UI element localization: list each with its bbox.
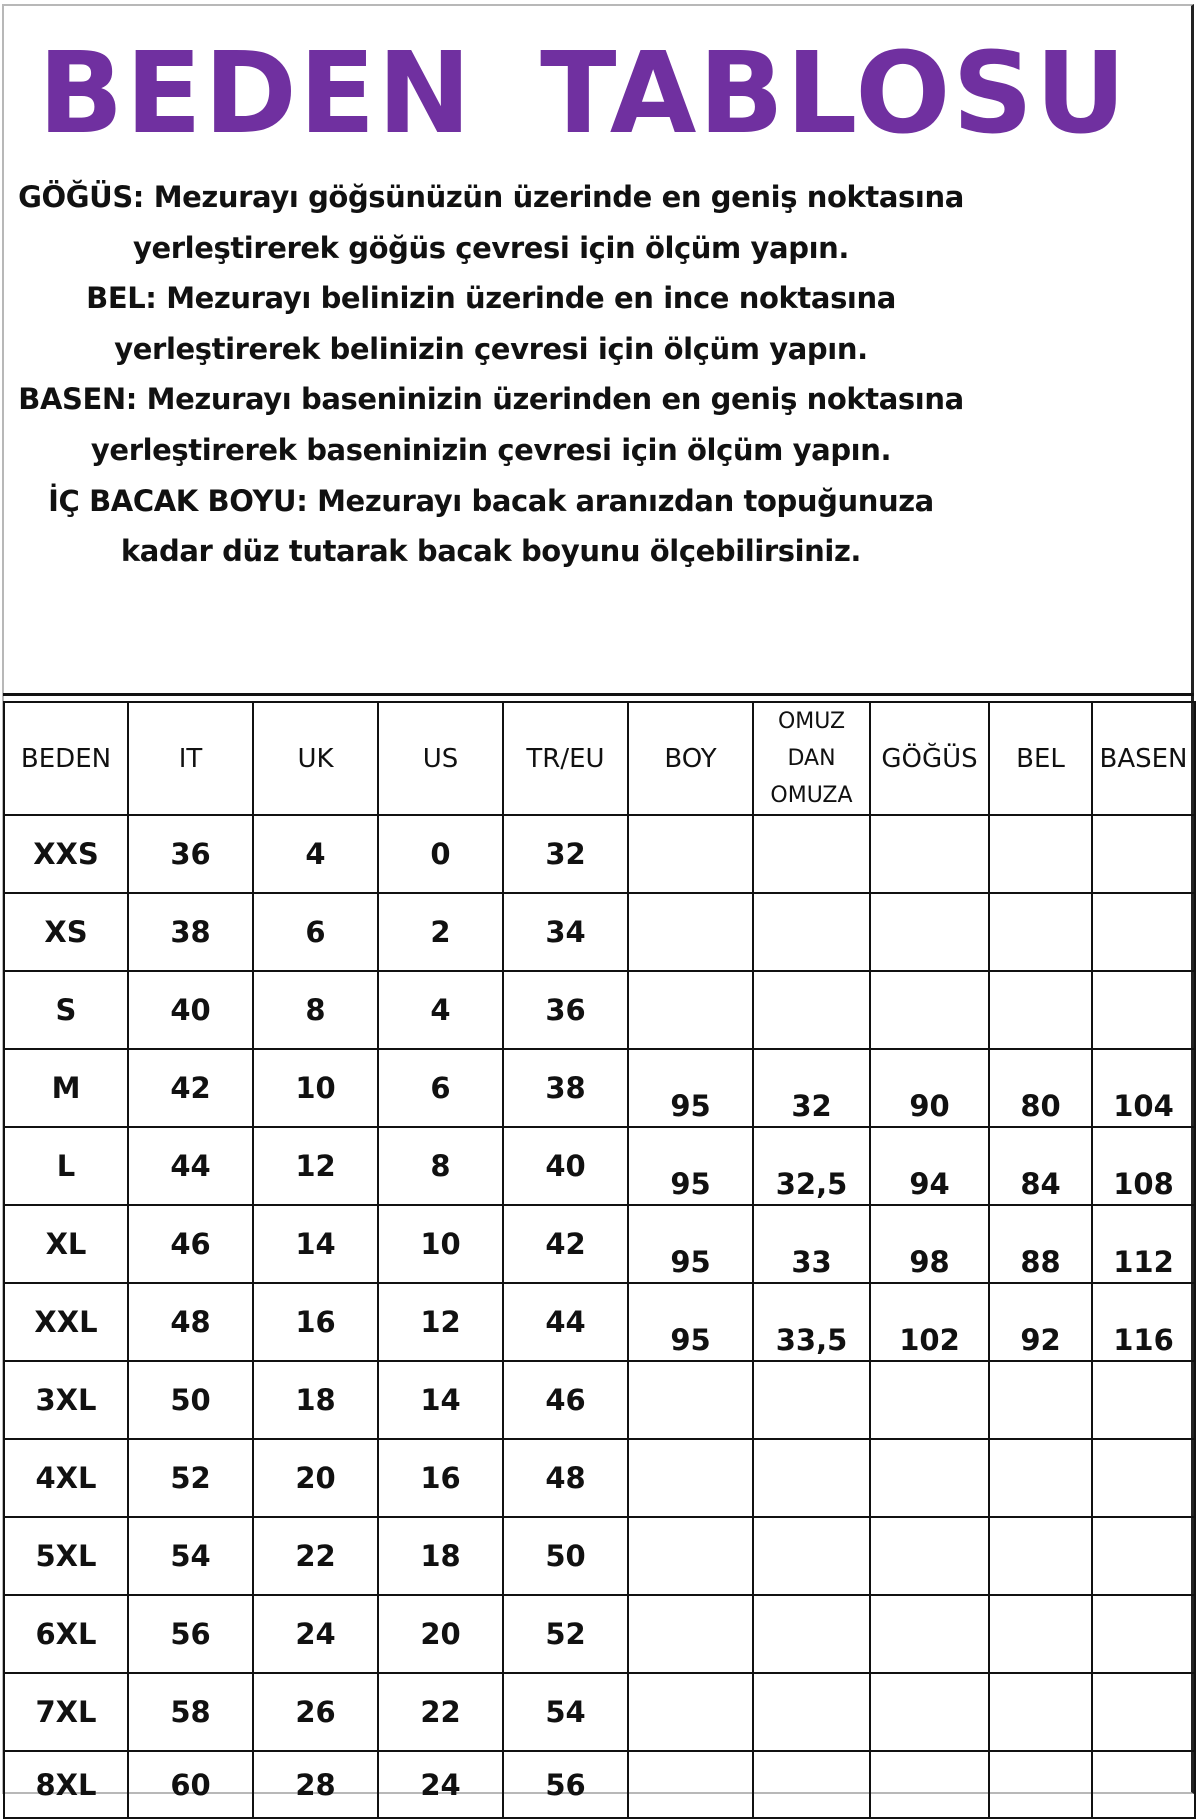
cell-boy [628, 1439, 753, 1517]
cell-omuz: 32,5 [753, 1127, 870, 1205]
cell-omuz [753, 1673, 870, 1751]
cell-tr-eu: 40 [503, 1127, 628, 1205]
cell-boy: 95 [628, 1049, 753, 1127]
cell-boy: 95 [628, 1205, 753, 1283]
cell-basen [1092, 1439, 1195, 1517]
cell-bel [989, 893, 1092, 971]
table-row [4, 1205, 1195, 1283]
cell-tr-eu: 56 [503, 1751, 628, 1818]
cell-omuz [753, 1517, 870, 1595]
cell-beden: XL [4, 1205, 128, 1283]
cell-omuz [753, 1361, 870, 1439]
header-cell-boy: BOY [628, 702, 753, 815]
cell-beden: 5XL [4, 1517, 128, 1595]
cell-us: 14 [378, 1361, 503, 1439]
cell-omuz: 33,5 [753, 1283, 870, 1361]
cell-it: 50 [128, 1361, 253, 1439]
cell-basen [1092, 815, 1195, 893]
cell-tr-eu: 54 [503, 1673, 628, 1751]
cell-boy [628, 815, 753, 893]
table-row [4, 1751, 1195, 1818]
cell-beden: 7XL [4, 1673, 128, 1751]
cell-boy [628, 1673, 753, 1751]
table-row [4, 1049, 1195, 1127]
cell-boy [628, 1361, 753, 1439]
instruction-waist-line-1: BEL: Mezurayı belinizin üzerinde en ince noktasına [86, 281, 896, 316]
table-row [4, 1361, 1195, 1439]
cell-omuz [753, 893, 870, 971]
cell-us: 20 [378, 1595, 503, 1673]
cell-basen [1092, 1751, 1195, 1818]
header-cell-bel: BEL [989, 702, 1092, 815]
cell-omuz [753, 971, 870, 1049]
cell-omuz [753, 815, 870, 893]
cell-bel [989, 815, 1092, 893]
cell-basen: 108 [1092, 1127, 1195, 1205]
cell-beden: S [4, 971, 128, 1049]
cell-tr-eu: 52 [503, 1595, 628, 1673]
cell-omuz [753, 1439, 870, 1517]
table-row [4, 1595, 1195, 1673]
cell-gogus [870, 1673, 989, 1751]
instruction-inseam-line-1: İÇ BACAK BOYU: Mezurayı bacak aranızdan topuğunuza [48, 483, 934, 518]
header-omuz-line-3: OMUZA [770, 783, 853, 808]
table-row [4, 1439, 1195, 1517]
cell-us: 8 [378, 1127, 503, 1205]
cell-basen [1092, 1595, 1195, 1673]
table-row [4, 971, 1195, 1049]
cell-beden: M [4, 1049, 128, 1127]
cell-bel [989, 1439, 1092, 1517]
page-title: BEDEN TABLOSU [38, 29, 1129, 159]
cell-boy [628, 971, 753, 1049]
instruction-chest-line-2: yerleştirerek göğüs çevresi için ölçüm yapın. [132, 230, 849, 265]
cell-bel: 80 [989, 1049, 1092, 1127]
instruction-hip-line-2: yerleştirerek baseninizin çevresi için ölçüm yapın. [90, 432, 892, 467]
cell-bel [989, 1673, 1092, 1751]
cell-it: 58 [128, 1673, 253, 1751]
cell-it: 44 [128, 1127, 253, 1205]
cell-gogus [870, 1517, 989, 1595]
cell-boy [628, 1751, 753, 1818]
table-row [4, 1283, 1195, 1361]
cell-basen [1092, 1673, 1195, 1751]
cell-omuz [753, 1751, 870, 1818]
cell-bel [989, 1595, 1092, 1673]
cell-tr-eu: 50 [503, 1517, 628, 1595]
cell-gogus [870, 1751, 989, 1818]
cell-us: 16 [378, 1439, 503, 1517]
cell-beden: XXS [4, 815, 128, 893]
table-row [4, 1127, 1195, 1205]
cell-it: 36 [128, 815, 253, 893]
cell-us: 22 [378, 1673, 503, 1751]
cell-tr-eu: 46 [503, 1361, 628, 1439]
cell-bel: 88 [989, 1205, 1092, 1283]
cell-gogus: 98 [870, 1205, 989, 1283]
cell-boy: 95 [628, 1127, 753, 1205]
cell-tr-eu: 44 [503, 1283, 628, 1361]
cell-us: 4 [378, 971, 503, 1049]
instruction-inseam-line-2: kadar düz tutarak bacak boyunu ölçebilirsiniz. [120, 534, 862, 569]
cell-uk: 8 [253, 971, 378, 1049]
cell-beden: 3XL [4, 1361, 128, 1439]
cell-gogus [870, 1595, 989, 1673]
cell-tr-eu: 32 [503, 815, 628, 893]
cell-uk: 28 [253, 1751, 378, 1818]
header-cell-tr-eu: TR/EU [503, 702, 628, 815]
header-cell-us: US [378, 702, 503, 815]
header-omuz-line-2: DAN [787, 746, 836, 771]
cell-us: 10 [378, 1205, 503, 1283]
cell-bel: 84 [989, 1127, 1092, 1205]
cell-bel [989, 1361, 1092, 1439]
cell-tr-eu: 42 [503, 1205, 628, 1283]
cell-tr-eu: 38 [503, 1049, 628, 1127]
cell-beden: XS [4, 893, 128, 971]
header-cell-omuz-dan-omuza [753, 702, 870, 815]
cell-bel [989, 1751, 1092, 1818]
cell-it: 46 [128, 1205, 253, 1283]
cell-it: 52 [128, 1439, 253, 1517]
instruction-hip-line-1: BASEN: Mezurayı baseninizin üzerinden en geniş noktasına [18, 382, 964, 417]
cell-tr-eu: 36 [503, 971, 628, 1049]
cell-beden: XXL [4, 1283, 128, 1361]
cell-us: 6 [378, 1049, 503, 1127]
cell-it: 38 [128, 893, 253, 971]
cell-omuz [753, 1595, 870, 1673]
table-top-rule [3, 693, 1194, 696]
cell-uk: 14 [253, 1205, 378, 1283]
cell-us: 18 [378, 1517, 503, 1595]
cell-omuz: 32 [753, 1049, 870, 1127]
cell-us: 24 [378, 1751, 503, 1818]
cell-basen [1092, 971, 1195, 1049]
cell-beden: L [4, 1127, 128, 1205]
cell-omuz: 33 [753, 1205, 870, 1283]
cell-it: 56 [128, 1595, 253, 1673]
cell-us: 12 [378, 1283, 503, 1361]
cell-bel: 92 [989, 1283, 1092, 1361]
cell-basen [1092, 1517, 1195, 1595]
cell-it: 42 [128, 1049, 253, 1127]
cell-gogus [870, 815, 989, 893]
cell-uk: 4 [253, 815, 378, 893]
cell-us: 0 [378, 815, 503, 893]
cell-uk: 20 [253, 1439, 378, 1517]
cell-basen: 112 [1092, 1205, 1195, 1283]
cell-gogus: 102 [870, 1283, 989, 1361]
header-omuz-line-1: OMUZ [777, 709, 846, 734]
cell-gogus: 90 [870, 1049, 989, 1127]
cell-it: 40 [128, 971, 253, 1049]
size-table [3, 701, 1196, 1819]
measurement-instructions [0, 172, 982, 577]
table-row [4, 1517, 1195, 1595]
table-row [4, 1673, 1195, 1751]
cell-it: 60 [128, 1751, 253, 1818]
cell-gogus: 94 [870, 1127, 989, 1205]
header-cell-basen: BASEN [1092, 702, 1195, 815]
cell-bel [989, 971, 1092, 1049]
cell-gogus [870, 1439, 989, 1517]
header-cell-uk: UK [253, 702, 378, 815]
cell-bel [989, 1517, 1092, 1595]
header-cell-beden: BEDEN [4, 702, 128, 815]
instruction-chest-line-1: GÖĞÜS: Mezurayı göğsünüzün üzerinde en geniş noktasına [18, 180, 964, 214]
cell-uk: 16 [253, 1283, 378, 1361]
cell-boy: 95 [628, 1283, 753, 1361]
cell-uk: 6 [253, 893, 378, 971]
cell-uk: 10 [253, 1049, 378, 1127]
cell-gogus [870, 1361, 989, 1439]
instruction-waist-line-2: yerleştirerek belinizin çevresi için ölçüm yapın. [114, 331, 868, 366]
cell-basen [1092, 1361, 1195, 1439]
table-header-row [4, 702, 1195, 815]
table-row [4, 893, 1195, 971]
cell-boy [628, 1517, 753, 1595]
table-row [4, 815, 1195, 893]
cell-gogus [870, 893, 989, 971]
cell-beden: 4XL [4, 1439, 128, 1517]
cell-uk: 18 [253, 1361, 378, 1439]
cell-tr-eu: 34 [503, 893, 628, 971]
header-cell-it: IT [128, 702, 253, 815]
cell-basen: 104 [1092, 1049, 1195, 1127]
cell-uk: 26 [253, 1673, 378, 1751]
header-cell-gogus: GÖĞÜS [870, 702, 989, 815]
cell-beden: 8XL [4, 1751, 128, 1818]
cell-boy [628, 1595, 753, 1673]
cell-boy [628, 893, 753, 971]
cell-us: 2 [378, 893, 503, 971]
cell-it: 48 [128, 1283, 253, 1361]
cell-tr-eu: 48 [503, 1439, 628, 1517]
size-table-body [4, 815, 1195, 1818]
cell-basen [1092, 893, 1195, 971]
cell-uk: 22 [253, 1517, 378, 1595]
cell-beden: 6XL [4, 1595, 128, 1673]
cell-basen: 116 [1092, 1283, 1195, 1361]
cell-uk: 12 [253, 1127, 378, 1205]
cell-it: 54 [128, 1517, 253, 1595]
cell-gogus [870, 971, 989, 1049]
cell-uk: 24 [253, 1595, 378, 1673]
